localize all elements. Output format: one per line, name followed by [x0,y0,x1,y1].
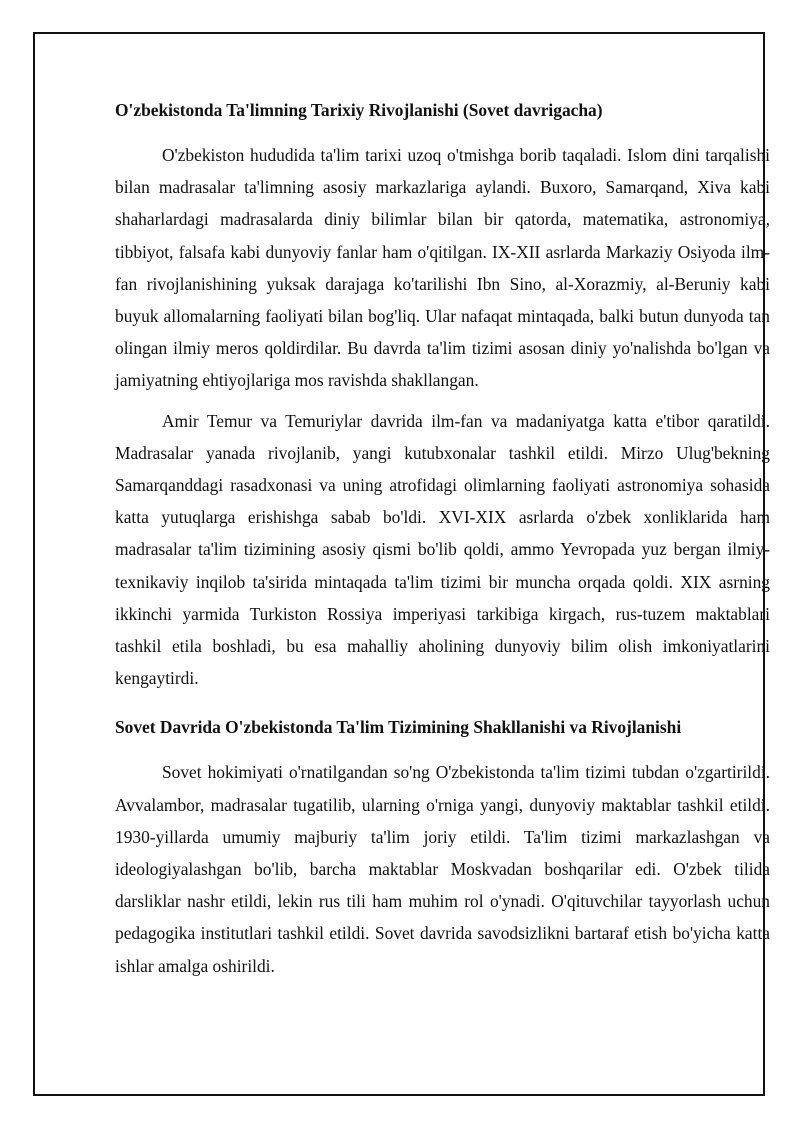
paragraph-timurid-era: Amir Temur va Temuriylar davrida ilm-fan va madaniyatga katta e'tibor qaratildi. Madrasalar yanada rivojlanib, yangi kutubxonalar tashkil etildi. Mirzo Ulug'bekning Samarqanddagi rasadxonasi va uning atrofidagi olimlarning faoliyati astronomiya sohasida katta yutuqlarga erishishga sabab bo'ldi. XVI-XIX asrlarda o'zbek xonliklarida ham madrasalar ta'lim tizimining asosiy qismi bo'lib qoldi, ammo Yevropada yuz bergan ilmiy-texnikaviy inqilob ta'sirida mintaqada ta'lim tizimi bir muncha orqada qoldi. XIX asrning ikkinchi yarmida Turkiston Rossiya imperiyasi tarkibiga kirgach, rus-tuzem maktablari tashkil etila boshladi, bu esa mahalliy aholining dunyoviy bilim olish imkoniyatlarini kengaytirdi. [115,410,770,689]
section-heading-pre-soviet: O'zbekistonda Ta'limning Tarixiy Rivojlanishi (Sovet davrigacha) [115,100,603,120]
document-body [115,97,770,982]
paragraph-soviet-education: Sovet hokimiyati o'rnatilgandan so'ng O'zbekistonda ta'lim tizimi tubdan o'zgartirildi. Avvalambor, madrasalar tugatilib, ularning o'rniga yangi, dunyoviy maktablar tashkil etildi. 1930-yillarda umumiy majburiy ta'lim joriy etildi. Ta'lim tizimi markazlashgan va ideologiyalashgan bo'lib, barcha maktablar Moskvadan boshqarilar edi. O'zbek tilida darsliklar nashr etildi, lekin rus tili ham muhim rol o'ynadi. O'qituvchilar tayyorlash uchun pedagogika institutlari tashkil etildi. Sovet davrida savodsizlikni bartaraf etish bo'yicha katta ishlar amalga oshirildi. [115,762,770,976]
section-heading-soviet: Sovet Davrida O'zbekistonda Ta'lim Tizimining Shakllanishi va Rivojlanishi [115,717,682,738]
paragraph-madrasa-history: O'zbekiston hududida ta'lim tarixi uzoq o'tmishga borib taqaladi. Islom dini tarqalishi bilan madrasalar ta'limning asosiy markazlariga aylandi. Buxoro, Samarqand, Xiva kabi shaharlardagi madrasalarda diniy bilimlar bilan bir qatorda, matematika, astronomiya, tibbiyot, falsafa kabi dunyoviy fanlar ham o'qitilgan. IX-XII asrlarda Markaziy Osiyoda ilm-fan rivojlanishining yuksak darajaga ko'tarilishi Ibn Sino, al-Xorazmiy, al-Beruniy kabi buyuk allomalarning faoliyati bilan bog'liq. Ular nafaqat mintaqada, balki butun dunyoda tan olingan ilmiy meros qoldirdilar. Bu davrda ta'lim tizimi asosan diniy yo'nalishda bo'lgan va jamiyatning ehtiyojlariga mos ravishda shakllangan. [115,145,770,391]
